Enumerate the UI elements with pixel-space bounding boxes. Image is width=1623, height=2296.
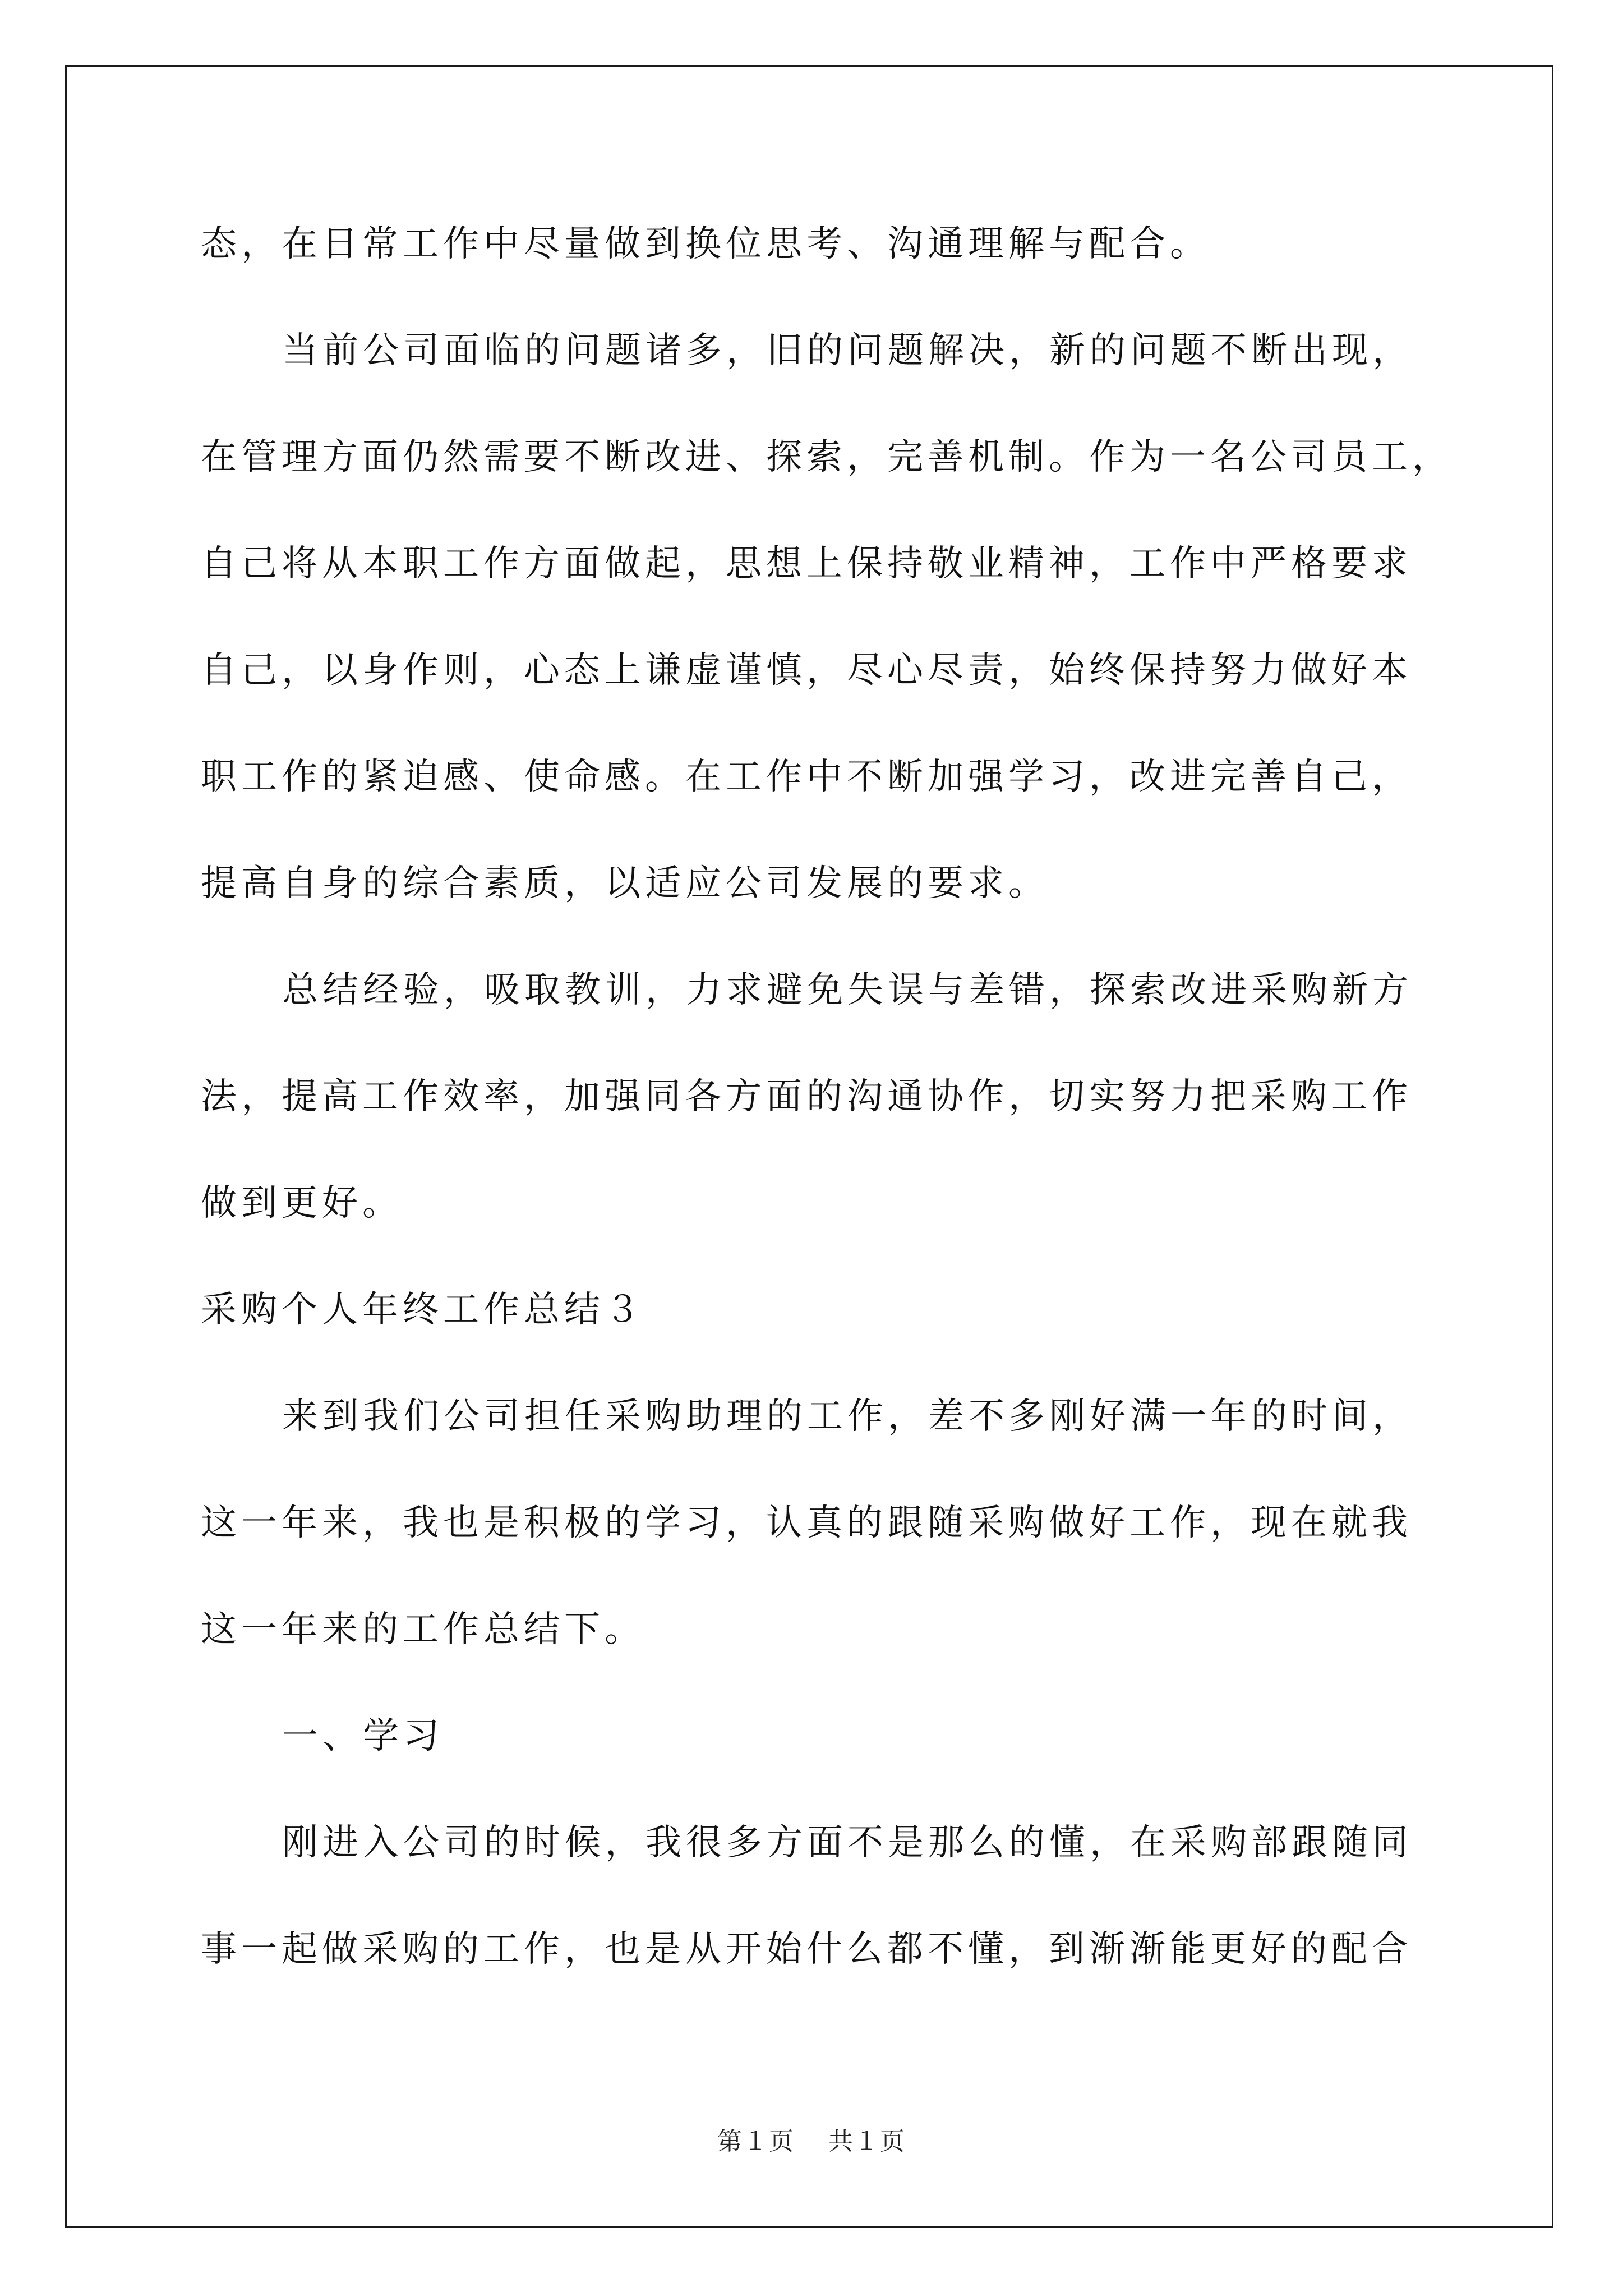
text-line: 这一年来，我也是积极的学习，认真的跟随采购做好工作，现在就我 — [201, 1502, 1412, 1544]
page-border — [65, 65, 1553, 2228]
text-line: 在管理方面仍然需要不断改进、探索，完善机制。作为一名公司员工， — [201, 436, 1453, 478]
page-number-current: 第１页 — [717, 2127, 795, 2156]
text-line: 当前公司面临的问题诸多，旧的问题解决，新的问题不断出现， — [282, 330, 1413, 371]
text-line: 法，提高工作效率，加强同各方面的沟通协作，切实努力把采购工作 — [201, 1076, 1412, 1117]
text-line: 自己将从本职工作方面做起，思想上保持敬业精神，工作中严格要求 — [201, 543, 1412, 585]
text-line: 总结经验，吸取教训，力求避免失误与差错，探索改进采购新方 — [282, 969, 1413, 1011]
page-number-total: 共１页 — [828, 2127, 906, 2156]
text-line: 做到更好。 — [201, 1182, 403, 1224]
text-line: 这一年来的工作总结下。 — [201, 1609, 645, 1650]
text-line: 态，在日常工作中尽量做到换位思考、沟通理解与配合。 — [201, 223, 1210, 265]
text-line: 刚进入公司的时候，我很多方面不是那么的懂，在采购部跟随同 — [282, 1822, 1413, 1864]
section-heading: 采购个人年终工作总结３ — [201, 1289, 645, 1331]
text-line: 职工作的紧迫感、使命感。在工作中不断加强学习，改进完善自己， — [201, 756, 1412, 798]
text-line: 自己，以身作则，心态上谦虚谨慎，尽心尽责，始终保持努力做好本 — [201, 650, 1412, 691]
text-line: 来到我们公司担任采购助理的工作，差不多刚好满一年的时间， — [282, 1396, 1413, 1437]
text-line: 事一起做采购的工作，也是从开始什么都不懂，到渐渐能更好的配合 — [201, 1929, 1412, 1970]
text-line: 提高自身的综合素质，以适应公司发展的要求。 — [201, 863, 1049, 904]
subsection-heading: 一、学习 — [282, 1715, 444, 1757]
page-footer — [0, 2126, 1623, 2157]
